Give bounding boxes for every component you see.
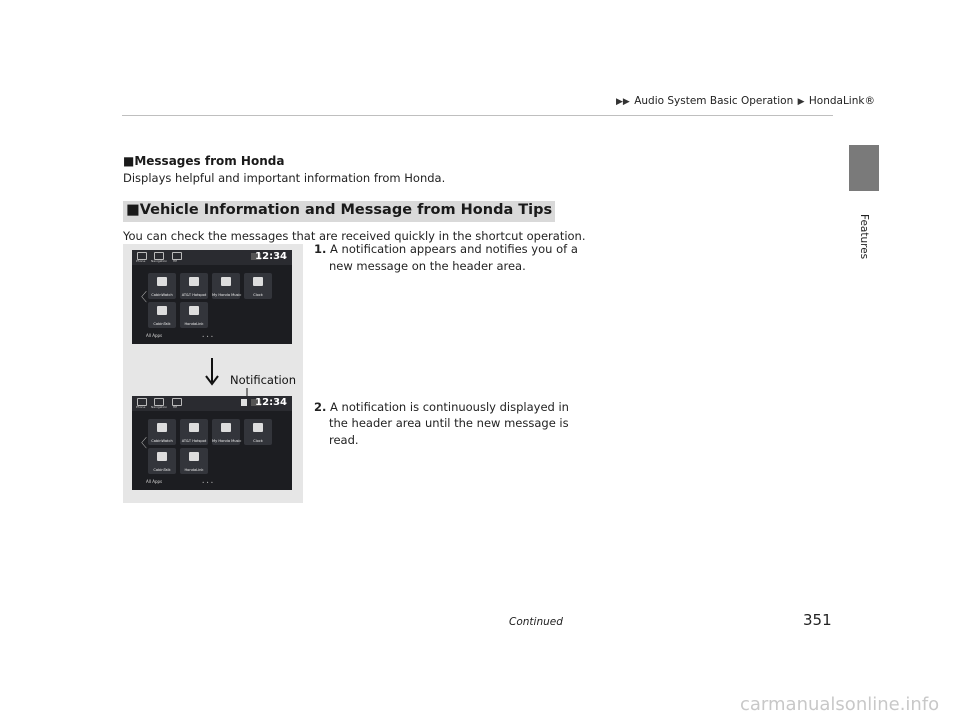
tips-intro: You can check the messages that are received quickly in the shortcut operation. — [123, 229, 586, 243]
page-dots: ••• — [202, 334, 216, 339]
app-tile: My Honda Music — [212, 419, 240, 445]
app-tile: HondaLink — [180, 448, 208, 474]
chevron-left-icon: 〈 — [135, 436, 148, 450]
all-apps-label: All Apps — [146, 333, 163, 338]
cabintalk-icon — [157, 452, 167, 461]
app-tile: HondaLink — [180, 302, 208, 328]
app-tile: Clock — [244, 419, 272, 445]
screen-after — [132, 396, 292, 490]
app-tile: CabinWatch — [148, 419, 176, 445]
triangle-right-icon: ▶▶ — [616, 97, 630, 107]
app-tile: Clock — [244, 273, 272, 299]
hotspot-icon — [189, 277, 199, 286]
app-tile: CabinWatch — [148, 273, 176, 299]
clock-icon — [253, 423, 263, 432]
messages-text: Displays helpful and important information from Honda. — [123, 171, 446, 185]
step-2-cont: the header area until the new message is — [329, 416, 569, 430]
cabinwatch-icon — [157, 423, 167, 432]
cabintalk-icon — [157, 306, 167, 315]
chevron-left-icon: 〈 — [135, 290, 148, 304]
clock-icon — [253, 277, 263, 286]
screen-before — [132, 250, 292, 344]
step-number: 2. — [314, 400, 327, 414]
music-icon — [221, 277, 231, 286]
chapter-tab — [849, 145, 879, 191]
messages-heading: ■Messages from Honda — [123, 154, 285, 168]
continued-label: Continued — [509, 616, 563, 628]
breadcrumb — [615, 95, 875, 107]
watermark: carmanualsonline.info — [740, 694, 940, 715]
app-tile: CabinTalk — [148, 448, 176, 474]
triangle-right-icon: ▶ — [797, 97, 805, 107]
hondalink-icon — [189, 452, 199, 461]
music-icon — [221, 423, 231, 432]
app-tile: AT&T Hotspot — [180, 419, 208, 445]
page-dots: ••• — [202, 480, 216, 485]
breadcrumb-item: HondaLink® — [808, 95, 875, 107]
breadcrumb-item: Audio System Basic Operation — [634, 95, 794, 107]
notification-label: Notification — [230, 373, 296, 387]
tips-heading: ■Vehicle Information and Message from Honda Tips — [126, 202, 553, 218]
hondalink-icon — [189, 306, 199, 315]
chapter-label: Features — [858, 214, 870, 260]
screen-header: Phone Navigation HE 12:34 — [132, 396, 292, 411]
down-arrow-icon — [204, 358, 220, 386]
hotspot-icon — [189, 423, 199, 432]
step-number: 1. — [314, 242, 327, 256]
app-tile: CabinTalk — [148, 302, 176, 328]
cabinwatch-icon — [157, 277, 167, 286]
screen-header: Phone Navigation HE 12:34 — [132, 250, 292, 265]
page-number: 351 — [803, 611, 832, 629]
notification-badge-icon — [241, 399, 247, 406]
step-1-cont: new message on the header area. — [329, 259, 526, 273]
app-tile: AT&T Hotspot — [180, 273, 208, 299]
all-apps-label: All Apps — [146, 479, 163, 484]
screen-clock: 12:34 — [255, 251, 287, 262]
step-2-cont: read. — [329, 433, 359, 447]
step-2: 2. A notification is continuously displayed in — [314, 400, 569, 414]
step-1: 1. A notification appears and notifies you of a — [314, 242, 578, 256]
screen-clock: 12:34 — [255, 397, 287, 408]
app-tile: My Honda Music — [212, 273, 240, 299]
header-rule — [122, 115, 833, 116]
tips-heading-box — [123, 201, 555, 222]
